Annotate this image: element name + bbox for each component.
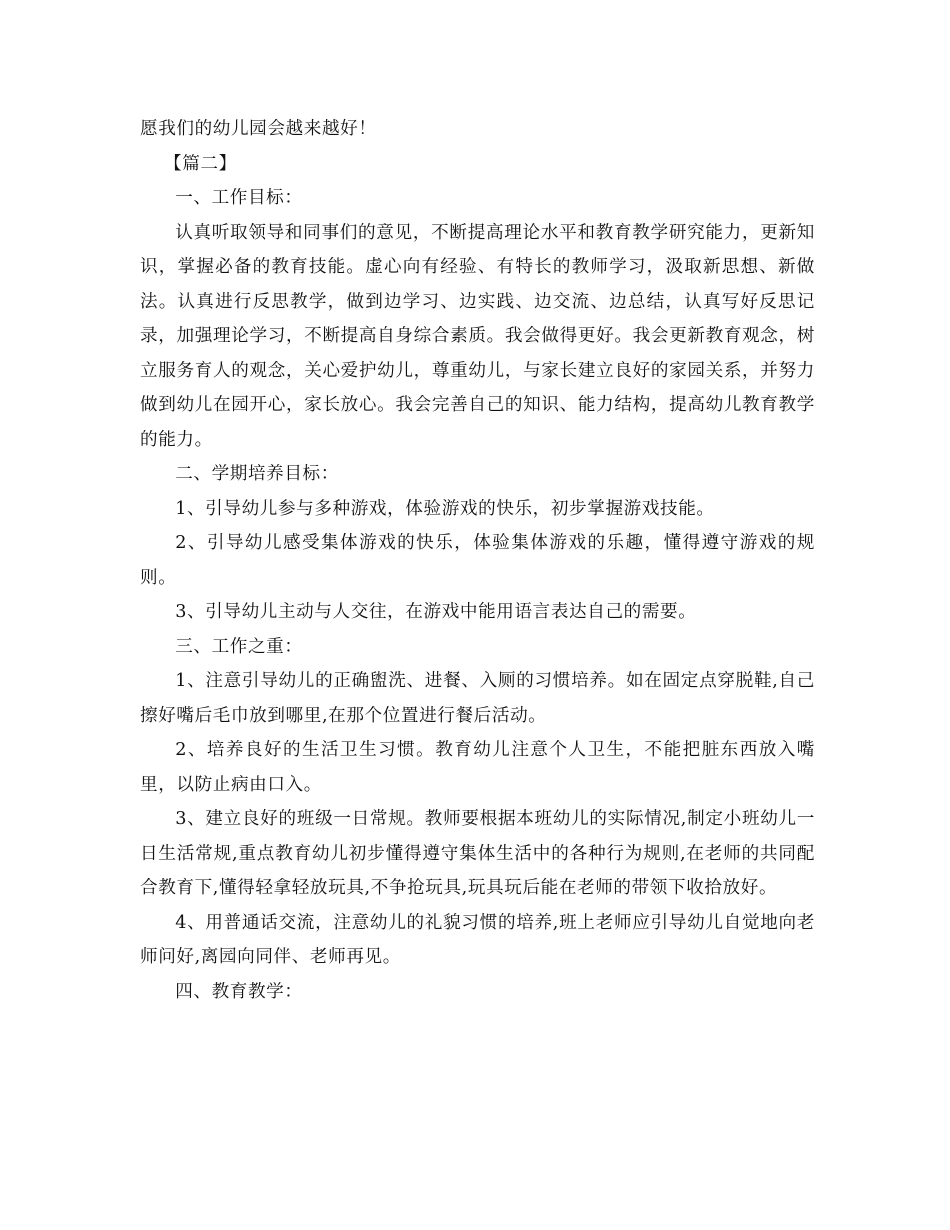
closing-line: 愿我们的幼儿园会越来越好！: [140, 119, 377, 139]
list-item-work-focus-1: 1、注意引导幼儿的正确盥洗、进餐、入厕的习惯培养。如在固定点穿脱鞋,自己擦好嘴后毛巾放到哪里,在那个位置进行餐后活动。: [140, 671, 815, 726]
heading-semester-goals: 二、学期培养目标：: [175, 464, 339, 484]
heading-work-goals: 一、工作目标：: [175, 188, 303, 208]
document-body: [140, 112, 815, 1009]
list-item-semester-goal-3: 3、引导幼儿主动与人交往，在游戏中能用语言表达自己的需要。: [175, 602, 697, 622]
heading-work-focus: 三、工作之重：: [175, 636, 303, 657]
heading-education-teaching: 四、教育教学：: [175, 981, 303, 1002]
list-item-semester-goal-2: 2、引导幼儿感受集体游戏的快乐，体验集体游戏的乐趣，懂得遵守游戏的规则。: [140, 533, 815, 588]
paragraph-work-goals: 认真听取领导和同事们的意见，不断提高理论水平和教育教学研究能力，更新知识，掌握必备的教育技能。虚心向有经验、有特长的教师学习，汲取新思想、新做法。认真进行反思教学，做到边学习、边实践、边交流、边总结，认真写好反思记录，加强理论学习，不断提高自身综合素质。我会做得更好。我会更新教育观念，树立服务育人的观念，关心爱护幼儿，尊重幼儿，与家长建立良好的家园关系，并努力做到幼儿在园开心，家长放心。我会完善自己的知识、能力结构，提高幼儿教育教学的能力。: [140, 222, 815, 450]
list-item-work-focus-3: 3、建立良好的班级一日常规。教师要根据本班幼儿的实际情况,制定小班幼儿一日生活常规,重点教育幼儿初步懂得遵守集体生活中的各种行为规则,在老师的共同配合教育下,懂得轻拿轻放玩具,不争抢玩具,玩具玩后能在老师的带领下收拾放好。: [140, 809, 815, 898]
list-item-work-focus-4: 4、用普通话交流，注意幼儿的礼貌习惯的培养,班上老师应引导幼儿自觉地向老师问好,离园向同伴、老师再见。: [140, 912, 815, 967]
list-item-semester-goal-1: 1、引导幼儿参与多种游戏，体验游戏的快乐，初步掌握游戏技能。: [175, 498, 715, 519]
list-item-work-focus-2: 2、培养良好的生活卫生习惯。教育幼儿注意个人卫生，不能把脏东西放入嘴里，以防止病由口入。: [140, 740, 815, 795]
section-title-part-two: 【篇二】: [164, 153, 237, 174]
